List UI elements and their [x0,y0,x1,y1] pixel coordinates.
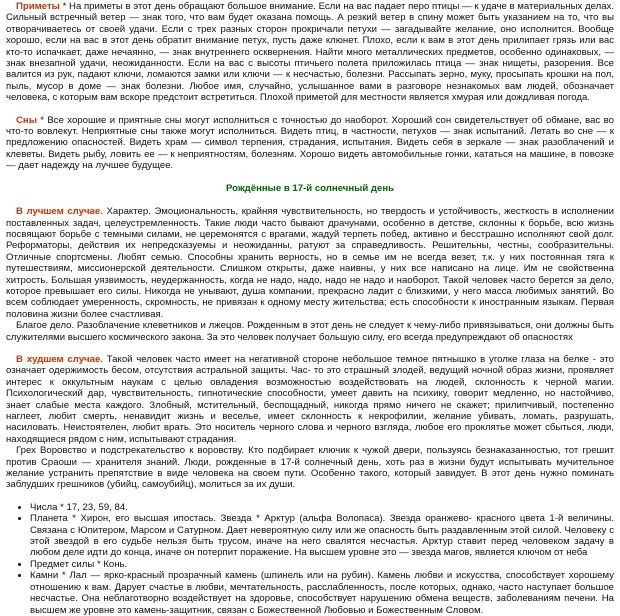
dreams-paragraph [6,115,614,172]
list-item: • Камни * Лал — ярко-красный прозрачный камень (шпинель или на рубин). Камень любви и искусства, способствует хорошему отношению к вам. Дарует счастье в любви, мечтательность, расслабленность, после которых, однако, часто наступает большое несчастье. Она неблаготворно воздействует на здоровье, способствует нарушению обмена веществ, заболеваниям печени. На высшем же уровне это камень-защитник, связан с Божественной Любовью и Божественным Словом. [30,570,614,616]
worst-case-paragraph [6,354,614,445]
sin-paragraph: Грех Воровство и подстрекательство к воровству. Кто подбирает ключик к чужой двери, пользуясь безнаказанностью, тот грешит против Сраоши — хранителя знаний. Люди, рожденные в 17-й солнечный день, хоть раз в жизни будут испытывать мучительное желание устранить препятствие в виде человека на своем пути. Особенно такого, который завидует. В этот день нужно поминать заблудших грешников (убийц, самоубийц), молиться за их души. [6,445,614,491]
omens-paragraph [6,1,614,104]
worst-case-label: В худшем случае. [16,353,103,365]
list-item: • Планета * Хирон, его высшая ипостась. Звезда * Арктур (альфа Волопаса). Звезда оранжево- красного цвета 1-й величины. Связана с Юпитером, Марсом и Сатурном. Дает невероятную силу или же опасность быть раздавленным этой силой. Человеку с этой звездой в его судьбе нельзя быть трусом, иначе на него свалятся несчастья. Арктур ставит перед человеком задачу в любом деле идти до конца, иначе он потерпит поражение. На высшем уровне это — звезда магов, является ключом от неба [30,513,614,559]
attributes-list [6,502,614,616]
good-deed-paragraph: Благое дело. Разоблачение клеветников и лжецов. Рожденным в этот день не следует к чему-либо привязываться, они должны быть служителями высшего космического закона. За это человек получает большую силу, его всегда предупреждают об опасностях [6,320,614,343]
list-item: • Предмет силы * Конь. [30,559,614,570]
omens-label: Приметы [16,1,60,12]
list-item: • Числа * 17, 23, 59, 84. [30,502,614,513]
best-case-label: В лучшем случае. [16,206,103,218]
dreams-label: Сны [16,114,37,126]
best-case-text: Характер. Эмоциональность, крайняя чувствительность, но твердость и устойчивость, жесткость в исполнении поставленных задач, целеустремленность. Такие люди часто бывают драчунами, особенно в детстве, склонны к борьбе, всю жизнь посвящают борьбе с темными силами, не церемонятся с врагами, жадуй терпеть побед, активно и бесстрашно исполняют свой долг. Реформаторы, действия их непредсказуемы и неожиданны, ратуют за справедливость. Решительны, честны, сообразительны. Отличные спортсмены. Любят семью. Способны хранить верность, но в семье им не всегда везет, т.к. у них постоянная тяга к путешествиям, миссионерской деятельности. Слишком открыты, даже наивны, у них все написано на лице. Им не свойственна хитрость. Большая уязвимость, неудержанность, когда не надо, надо, надо не надо и наоборот. Такой человек часто берется за дело, которое превышает его силы. Никогда не унывают, душа компании, прекрасно ладит с близкими, у него масса любимых занятий. Во всем соблюдает умеренность, скромность, не привязан к одному месту жительства; есть способности к иностранным языкам. Первая половина жизни более счастливая. [6,206,615,320]
dreams-text: * Все хорошие и приятные сны могут исполниться с точностью до наоборот. Хороший сон свидетельствует об обмане, вас во что-то вовлекут. Неприятные сны также могут исполниться. Видеть птиц, в частности, петухов — знак испытаний. Летать во сне — к предложению опасностей. Видеть храм — символ терпения, страдания, испытания. Видеть себя в зеркале — знак разоблачений и клеветы. Видеть рыбу, ловить ее — к неприятностям, болезням. Хорошо видеть автомобильные гонки, кататься на машине, в повозке — дает надежду на лучшее будущее. [6,114,614,172]
section-title: Рождённые в 17-й солнечный день [225,182,395,194]
omens-text: * На приметы в этот день обращают большое внимание. Если на вас падает перо птицы — к удаче в материальных делах. Сильный встречный ветер — знак того, что вам будет оказана помощь. А резкий ветер в спину может быть указанием на то, что вы отворачиваетесь от своей удачи. Если с трех разных сторон прокричали петухи — загадывайте желание, оно исполнится. Вообще хорошо, если на вас в этот день обратит внимание петух, пусть даже клюнет. Плохо, если к вам в этот день прилипает грязь или вас кто-то испачкает, даже нечаянно, — знак внутреннего осквернения. Найти много металлических предметов, особенно одинаковых, — знак внезапной удачи, неожиданности. Если на вас с высоты птичьего полета приложилась птица — знак нищеты, разорения. Все валится из рук, падают ключи, ломаются замки или ключи — к несчастью, болезни. Рассыпать зерно, муку, просыпать крошки на пол, пыль, мусор в доме — знак болезни. Любое имя, случайно, услышанное вами в разговоре незнакомых вам людей, обозначает человека, с которым вам вскоре предстоит встретиться. Плохой приметой для местности является хмурая или дождливая погода. [6,1,614,104]
best-case-paragraph [6,206,614,320]
worst-case-text: Такой человек часто имеет на негативной стороне небольшое темное пятнышко в уголке глаза на белке - это означает одержимость бесом, отсутствия астральной защиты. Час- то это страшный злодей, ведущий ночной образ жизни, проявляет интерес к оккультным наукам с целью овладения возможностью воздействовать на людей, склонность к черной магии. Психологический дар, чувствительность, гипнотические способности, умеет давить на психику, говорит медленно, но настойчиво, знает слабые места каждого. Злобный, мстительный, беспощадный, никогда прямо ничего не скажет; прилипчивый, постепенно наглеет, любит смерть, ненавидит жизнь и веселье, имеет склонность к некрофилии, желание убивать, ломать, разрушать, насиловать. Неистоятелен, любит врать. Это носитель черного слова и черного взгляда, любое его проклятье может сбыться, люди, находящиеся рядом с ним, испытывают страдания. [6,353,614,445]
